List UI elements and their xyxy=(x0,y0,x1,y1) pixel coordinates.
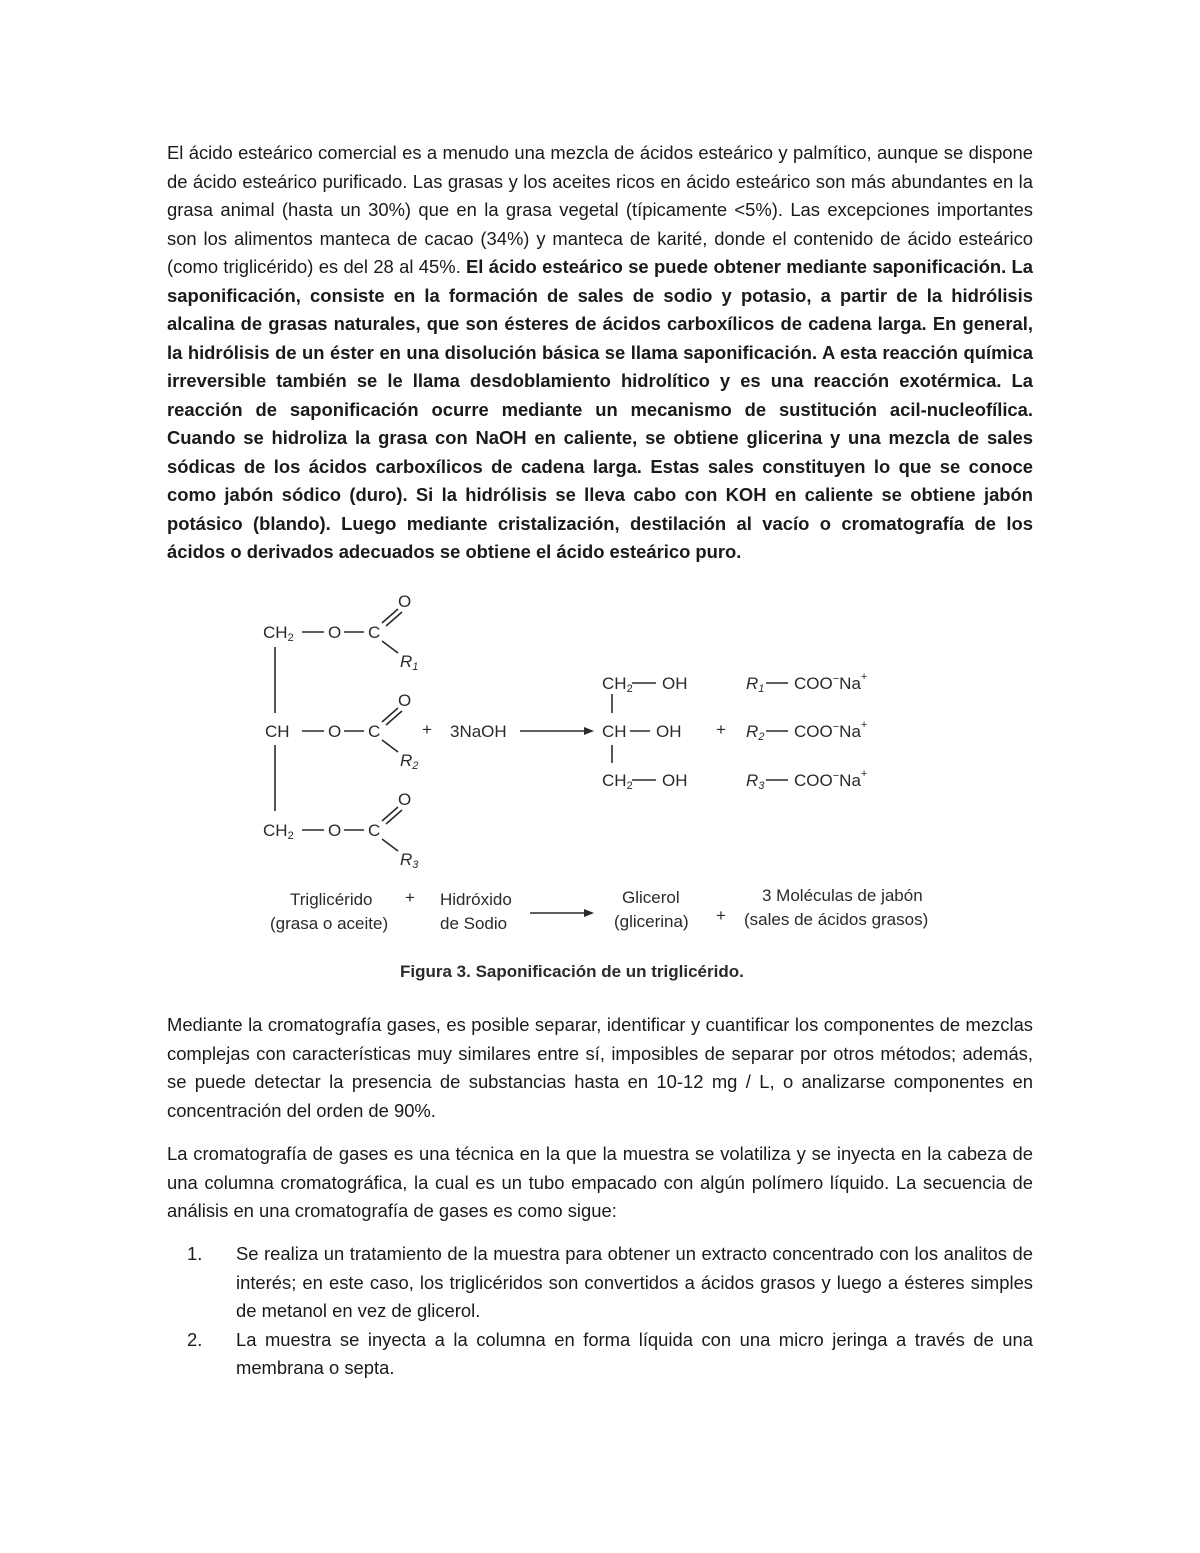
soap-r1: R1 xyxy=(746,674,765,695)
paragraph-gas-chromatography-intro: Mediante la cromatografía gases, es posible separar, identificar y cuantificar los componentes de mezclas complejas con características muy similares entre sí, imposibles de separar por otros métodos; además, se puede detectar la presencia de substancias hasta en 10-12 mg / L, o analizarse componentes en concentración del orden de 90%. xyxy=(167,1014,1033,1121)
list-text: Se realiza un tratamiento de la muestra para obtener un extracto concentrado con los analitos de interés; en este caso, los triglicéridos son convertidos a ácidos grasos y luego a ésteres simples de metanol en vez de glicerol. xyxy=(236,1243,1033,1321)
bond-c-r3 xyxy=(382,839,398,851)
list-number: 1. xyxy=(187,1243,203,1264)
double-bond-2b xyxy=(386,711,402,725)
ch-row2: CH xyxy=(265,722,290,741)
label-sodium: de Sodio xyxy=(440,914,508,933)
glycerol-oh-bottom: OH xyxy=(662,771,688,790)
analysis-sequence-list xyxy=(167,1240,1033,1383)
reaction-arrow-head xyxy=(584,727,594,735)
plus-sign-reagent: + xyxy=(422,720,432,739)
double-bond-1a xyxy=(382,609,398,623)
carbonyl-o-row1: O xyxy=(398,592,412,611)
naoh-reagent: 3NaOH xyxy=(450,722,507,741)
glycerol-ch2oh-bottom: CH2 xyxy=(602,771,633,792)
r3-group: R3 xyxy=(400,850,419,871)
double-bond-3a xyxy=(382,807,398,821)
saponification-figure xyxy=(250,585,970,985)
soap-coo-na-1: COO−Na+ xyxy=(794,671,868,693)
plus-sign-products: + xyxy=(716,720,726,739)
carbonyl-o-row2: O xyxy=(398,691,412,710)
carbonyl-o-row3: O xyxy=(398,790,412,809)
glycerol-ch-mid: CH xyxy=(602,722,627,741)
oxygen-row1: O xyxy=(328,623,342,642)
soap-coo-na-2: COO−Na+ xyxy=(794,719,868,741)
ch2-row1: CH2 xyxy=(263,623,294,644)
carbon-row2: C xyxy=(368,722,381,741)
list-item xyxy=(167,1326,1033,1383)
list-text: La muestra se inyecta a la columna en forma líquida con una micro jeringa a través de una membrana o septa. xyxy=(236,1328,1033,1378)
list-item xyxy=(167,1240,1033,1326)
double-bond-3b xyxy=(386,810,402,824)
ch2-row3: CH2 xyxy=(263,821,294,842)
double-bond-2a xyxy=(382,708,398,722)
glycerol-oh-top: OH xyxy=(662,674,688,693)
r2-group: R2 xyxy=(400,751,419,772)
oxygen-row3: O xyxy=(328,821,342,840)
paragraph-stearic-acid xyxy=(167,139,1033,567)
soap-r2: R2 xyxy=(746,722,765,743)
glycerol-oh-mid: OH xyxy=(656,722,682,741)
r1-group: R1 xyxy=(400,652,419,673)
paragraph-gas-chromatography-technique: La cromatografía de gases es una técnica en la que la muestra se volatiliza y se inyecta en la cabeza de una columna cromatográfica, la cual es un tubo empacado con algún polímero líquido. La secuencia de análisis en una cromatografía de gases es como sigue: xyxy=(167,1143,1033,1221)
carbon-row3: C xyxy=(368,821,381,840)
carbon-row1: C xyxy=(368,623,381,642)
label-fat-or-oil: (grasa o aceite) xyxy=(270,914,389,933)
double-bond-1b xyxy=(386,612,402,626)
label-glycerol: Glicerol xyxy=(622,888,680,907)
list-number: 2. xyxy=(187,1328,203,1350)
reaction-diagram xyxy=(250,585,970,985)
paragraph-1-regular: El ácido esteárico comercial es a menudo una mezcla de ácidos esteárico y palmítico, aunque se dispone de ácido esteárico purificado. Las grasas y los aceites ricos en ácido esteárico son más abundantes en la grasa animal (hasta un 30%) que en la grasa vegetal (típicamente <5%). Las excepciones importantes son los alimentos manteca de cacao (34%) y manteca de karité, donde el contenido de ácido esteárico (como triglicérido) es del 28 al 45%. xyxy=(167,142,1033,277)
label-soap-molecules: 3 Moléculas de jabón xyxy=(762,886,923,905)
soap-r3: R3 xyxy=(746,771,765,792)
figure-caption: Figura 3. Saponificación de un triglicérido. xyxy=(400,962,744,981)
label-triglyceride: Triglicérido xyxy=(290,890,373,909)
label-plus-2: + xyxy=(716,906,726,925)
bond-c-r1 xyxy=(382,641,398,653)
label-hydroxide: Hidróxido xyxy=(440,890,512,909)
soap-coo-na-3: COO−Na+ xyxy=(794,768,868,790)
paragraph-1-bold: El ácido esteárico se puede obtener mediante saponificación. La saponificación, consiste en la formación de sales de sodio y potasio, a partir de la hidrólisis alcalina de grasas naturales, que son ésteres de ácidos carboxílicos de cadena larga. En general, la hidrólisis de un éster en una disolución básica se llama saponificación. A esta reacción química irreversible también se le llama desdoblamiento hidrolítico y es una reacción exotérmica. La reacción de saponificación ocurre mediante un mecanismo de sustitución acil-nucleofílica. Cuando se hidroliza la grasa con NaOH en caliente, se obtiene glicerina y una mezcla de sales sódicas de los ácidos carboxílicos de cadena larga. Estas sales constituyen lo que se conoce como jabón sódico (duro). Si la hidrólisis se lleva cabo con KOH en caliente se obtiene jabón potásico (blando). Luego mediante cristalización, destilación al vacío o cromatografía de los ácidos o derivados adecuados se obtiene el ácido esteárico puro. xyxy=(167,256,1034,562)
label-arrow-head xyxy=(584,909,594,917)
bond-c-r2 xyxy=(382,740,398,752)
label-fatty-acid-salts: (sales de ácidos grasos) xyxy=(744,910,929,929)
glycerol-ch2oh-top: CH2 xyxy=(602,674,633,695)
oxygen-row2: O xyxy=(328,722,342,741)
label-glycerine: (glicerina) xyxy=(614,912,689,931)
label-plus-1: + xyxy=(405,888,415,907)
